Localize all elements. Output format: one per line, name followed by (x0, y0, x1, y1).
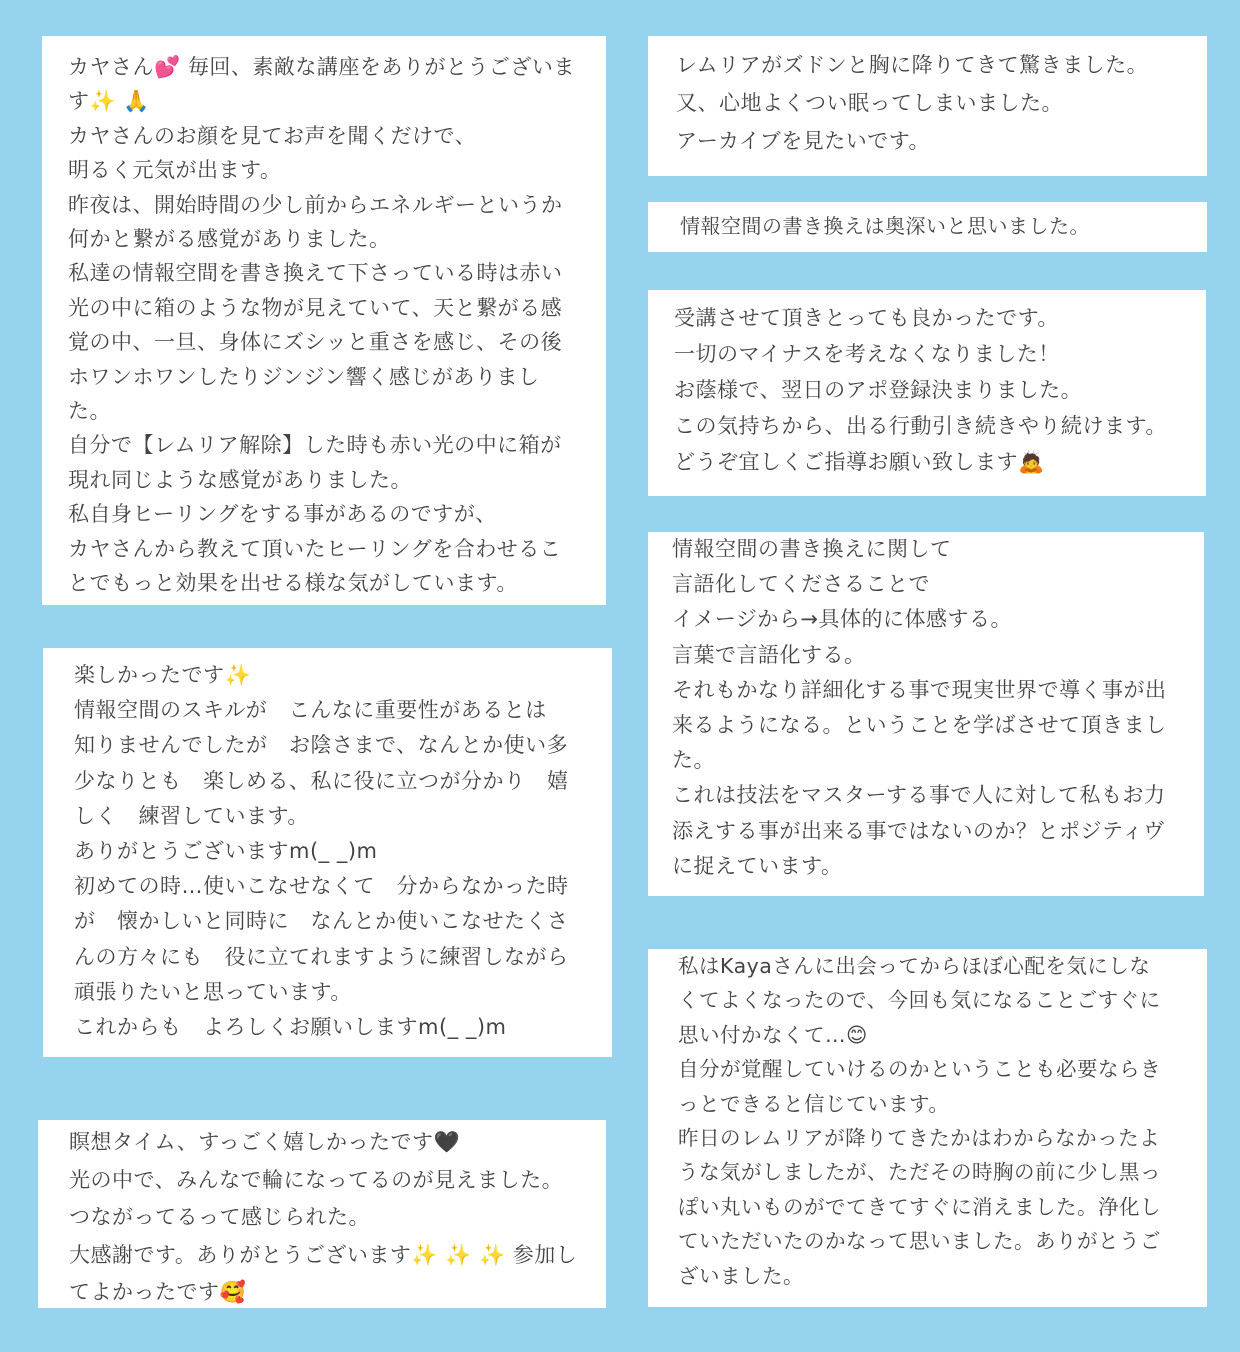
comment-card (648, 290, 1206, 496)
comment-line: 情報空間の書き換えに関して (672, 537, 952, 561)
comment-card (648, 949, 1207, 1307)
comment-line: す✨ 🙏 (68, 89, 150, 114)
comment-line: 情報空間の書き換えは奥深いと思いました。 (680, 214, 1090, 238)
comment-text (680, 209, 1207, 243)
comment-text (672, 532, 1204, 884)
comment-card (38, 1120, 606, 1308)
comment-line: ていただいたのかなって思いました。ありがとうご (678, 1229, 1161, 1254)
comment-line: 昨日のレムリアが降りてきたかはわからなかったよ (678, 1126, 1161, 1151)
comment-line: 瞑想タイム、すっごく嬉しかったです🖤 (69, 1130, 461, 1154)
comment-line: た。 (68, 399, 111, 424)
comment-text (69, 1124, 606, 1312)
comment-text (674, 300, 1206, 480)
comment-line: ホワンホワンしたりジンジン響く感じがありまし (68, 364, 540, 389)
comment-card (42, 36, 606, 605)
comment-line: 楽しかったです✨ (74, 663, 252, 687)
comment-line: カヤさんのお顔を見てお声を聞くだけで、 (68, 123, 477, 148)
comment-line: 私自身ヒーリングをする事があるのですが、 (68, 502, 497, 527)
comment-line: 知りませんでしたが お陰さまで、なんとか使い多 (74, 733, 569, 758)
comment-line: ざいました。 (678, 1263, 804, 1288)
comment-line: てよかったです🥰 (69, 1280, 247, 1304)
comment-line: ぽい丸いものがでてきてすぐに消えました。浄化し (678, 1194, 1161, 1219)
comment-line: しく 練習しています。 (74, 803, 309, 828)
comment-line: 思い付かなくて…😊 (678, 1022, 868, 1047)
comment-line: 自分が覚醒していけるのかということも必要ならき (678, 1057, 1161, 1082)
comment-line: 頑張りたいと思っています。 (74, 979, 352, 1004)
comment-line: お蔭様で、翌日のアポ登録決まりました。 (674, 378, 1083, 402)
comment-line: くてよくなったので、今回も気になることごすぐに (678, 988, 1161, 1013)
comment-line: ありがとうございますm(_ _)m (74, 839, 378, 864)
comment-text (676, 46, 1207, 160)
comment-line: 言語化してくださることで (672, 572, 930, 597)
comment-line: この気持ちから、出る行動引き続きやり続けます。 (674, 414, 1167, 438)
comment-line: に捉えています。 (672, 853, 843, 878)
comment-line: それもかなり詳細化する事で現実世界で導く事が出 (672, 677, 1167, 702)
comment-card (648, 532, 1204, 896)
comment-line: 私はKayaさんに出会ってからほぼ心配を気にしな (678, 954, 1151, 978)
comment-line: 来るようになる。ということを学ばさせて頂きまし (672, 713, 1167, 738)
comment-line: 情報空間のスキルが こんなに重要性があるとは (74, 698, 547, 723)
comment-text (74, 658, 612, 1045)
comment-line: とでもっと効果を出せる様な気がしています。 (68, 571, 518, 596)
comment-line: 光の中に箱のような物が見えていて、天と繋がる感 (68, 295, 563, 320)
comment-text (68, 50, 606, 601)
comment-line: カヤさんから教えて頂いたヒーリングを合わせるこ (68, 536, 562, 561)
comment-text (678, 949, 1207, 1293)
comment-card (648, 36, 1207, 176)
comment-line: んの方々にも 役に立てれますように練習しながら (74, 944, 569, 969)
comment-card (43, 648, 612, 1057)
comment-line: が 懐かしいと同時に なんとか使いこなせたくさ (74, 909, 569, 934)
comment-line: 何かと繋がる感覚がありました。 (68, 227, 391, 252)
comment-line: アーカイブを見たいです。 (676, 129, 931, 153)
comment-line: これからも よろしくお願いしますm(_ _)m (74, 1015, 507, 1040)
comment-line: っとできると信じています。 (678, 1091, 950, 1116)
comment-line: 又、心地よくつい眠ってしまいました。 (676, 91, 1063, 115)
comment-line: 現れ同じような感覚がありました。 (68, 467, 412, 492)
comment-line: 少なりとも 楽しめる、私に役に立つが分かり 嬉 (74, 768, 569, 793)
comment-line: イメージから→具体的に体感する。 (672, 607, 1012, 632)
comment-line: 受講させて頂きとっても良かったです。 (674, 306, 1059, 330)
comment-line: 私達の情報空間を書き換えて下さっている時は赤い (68, 261, 563, 286)
comment-line: 光の中で、みんなで輪になってるのが見えました。 (69, 1167, 564, 1192)
comment-line: 明るく元気が出ます。 (68, 158, 282, 183)
comment-line: 覚の中、一旦、身体にズシッと重さを感じ、その後 (68, 330, 563, 355)
comment-line: レムリアがズドンと胸に降りてきて驚きました。 (676, 53, 1149, 77)
comment-line: 言葉で言語化する。 (672, 642, 866, 667)
comment-line: どうぞ宜しくご指導お願い致します🙇 (674, 450, 1045, 474)
comment-line: 一切のマイナスを考えなくなりました！ (674, 342, 1060, 366)
comment-line: これは技法をマスターする事で人に対して私もお力 (672, 783, 1166, 808)
comment-card (648, 202, 1207, 252)
comment-line: うな気がしましたが、ただその時胸の前に少し黒っ (678, 1160, 1161, 1185)
comment-line: 添えする事が出来る事ではないのか？とポジティヴ (672, 818, 1165, 843)
comment-line: 初めての時…使いこなせなくて 分からなかった時 (74, 874, 569, 899)
comment-line: 昨夜は、開始時間の少し前からエネルギーというか (68, 192, 563, 217)
comment-line: 自分で【レムリア解除】した時も赤い光の中に箱が (68, 433, 562, 458)
comment-line: 大感謝です。ありがとうございます✨ ✨ ✨ 参加し (69, 1242, 578, 1267)
comment-line: つながってるって感じられた。 (69, 1205, 370, 1229)
comment-line: た。 (672, 748, 715, 773)
comment-line: カヤさん💕 毎回、素敵な講座をありがとうございま (68, 55, 575, 79)
